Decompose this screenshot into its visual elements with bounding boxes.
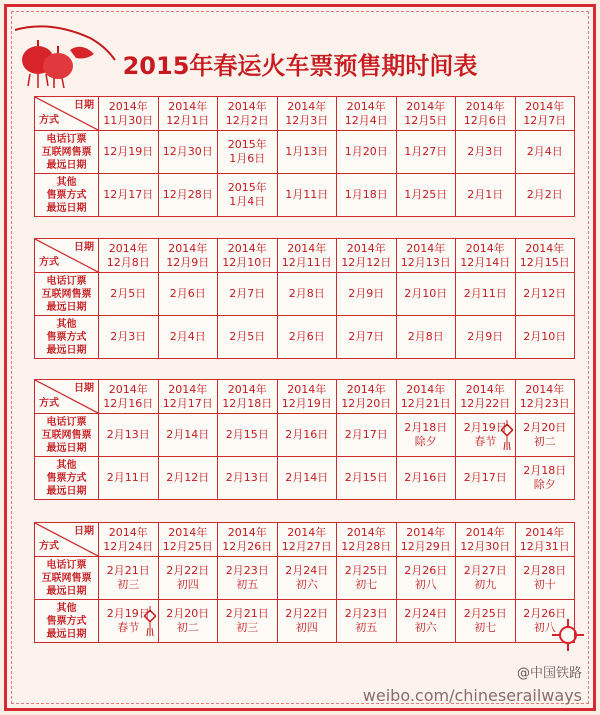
cell-text: 除夕 — [414, 435, 437, 448]
date-text: 12月3日 — [285, 113, 329, 127]
date-text: 2014年 — [287, 99, 327, 113]
furthest-date-cell — [99, 174, 159, 217]
furthest-date-cell — [515, 557, 575, 600]
date-text: 12月30日 — [460, 539, 511, 553]
sale-date-cell — [99, 97, 159, 131]
furthest-date-cell — [277, 273, 337, 316]
row-label-text: 最远日期 — [46, 202, 87, 214]
furthest-date-cell — [99, 557, 159, 600]
date-text: 12月9日 — [166, 255, 210, 269]
date-text: 12月14日 — [460, 255, 511, 269]
sale-date-cell — [396, 523, 456, 557]
row-label-text: 电话订票 — [46, 559, 87, 571]
cell-text: 2月24日 — [404, 607, 448, 620]
furthest-date-cell — [218, 600, 278, 643]
cell-text: 初二 — [176, 621, 199, 634]
furthest-date-cell — [99, 131, 159, 174]
row-label-phone-online — [35, 131, 99, 174]
date-text: 12月21日 — [400, 396, 451, 410]
date-text: 12月17日 — [162, 396, 213, 410]
row-label-text: 最远日期 — [46, 344, 87, 356]
date-text: 2014年 — [287, 241, 327, 255]
date-text: 2014年 — [168, 382, 208, 396]
corner-date-label: 日期 — [74, 526, 94, 537]
furthest-date-cell — [277, 174, 337, 217]
row-label-phone-online — [35, 414, 99, 457]
sale-date-cell — [337, 523, 397, 557]
cell-text: 初十 — [533, 578, 556, 591]
sale-date-cell — [99, 523, 159, 557]
row-label-text: 售票方式 — [46, 331, 87, 343]
cell-text: 1月27日 — [404, 145, 448, 158]
furthest-date-cell — [456, 131, 516, 174]
furthest-date-cell — [337, 457, 397, 500]
cell-text: 2月11日 — [106, 471, 150, 484]
furthest-date-cell — [337, 316, 397, 359]
furthest-date-cell — [456, 414, 516, 457]
furthest-date-cell — [396, 174, 456, 217]
row-label-other-methods — [35, 316, 99, 359]
sale-date-cell — [515, 523, 575, 557]
sale-date-cell — [158, 97, 218, 131]
furthest-date-cell — [396, 600, 456, 643]
sale-date-cell — [456, 239, 516, 273]
sale-date-cell — [456, 380, 516, 414]
sale-date-cell — [396, 380, 456, 414]
date-text: 2014年 — [168, 241, 208, 255]
date-text: 2014年 — [406, 382, 446, 396]
sale-date-cell — [456, 97, 516, 131]
date-text: 12月6日 — [463, 113, 507, 127]
date-text: 2014年 — [465, 241, 505, 255]
cell-text: 2月10日 — [523, 330, 567, 343]
cell-text: 2月16日 — [285, 428, 329, 441]
sale-date-cell — [158, 380, 218, 414]
furthest-date-cell — [99, 414, 159, 457]
furthest-date-cell — [515, 457, 575, 500]
sale-date-cell — [218, 239, 278, 273]
date-text: 2014年 — [406, 99, 446, 113]
furthest-date-cell — [218, 316, 278, 359]
date-text: 12月4日 — [344, 113, 388, 127]
cell-text: 2月23日 — [344, 607, 388, 620]
cell-text: 除夕 — [533, 478, 556, 491]
date-text: 12月18日 — [222, 396, 273, 410]
row-label-text: 售票方式 — [46, 189, 87, 201]
date-text: 2014年 — [346, 525, 386, 539]
date-text: 2014年 — [168, 525, 208, 539]
date-text: 2014年 — [227, 382, 267, 396]
cell-text: 2月7日 — [229, 287, 266, 300]
date-text: 12月1日 — [166, 113, 210, 127]
row-label-phone-online — [35, 273, 99, 316]
date-text: 12月23日 — [519, 396, 570, 410]
furthest-date-cell — [218, 414, 278, 457]
cell-text: 2月5日 — [229, 330, 266, 343]
row-label-text: 其他 — [56, 459, 77, 471]
corner-header — [35, 523, 99, 557]
cell-text: 2月8日 — [407, 330, 444, 343]
furthest-date-cell — [277, 557, 337, 600]
date-text: 2014年 — [108, 525, 148, 539]
page-title: 2015年春运火车票预售期时间表 — [122, 52, 478, 80]
row-label-text: 互联网售票 — [41, 146, 92, 158]
furthest-date-cell — [515, 316, 575, 359]
cell-text: 2月15日 — [344, 471, 388, 484]
schedule-table-1 — [34, 96, 575, 217]
cell-text: 初二 — [533, 435, 556, 448]
date-text: 12月29日 — [400, 539, 451, 553]
cell-text: 2月21日 — [225, 607, 269, 620]
cell-text: 2月22日 — [285, 607, 329, 620]
sale-date-cell — [99, 239, 159, 273]
cell-text: 2月25日 — [344, 564, 388, 577]
cell-text: 1月13日 — [285, 145, 329, 158]
cell-text: 2月13日 — [225, 471, 269, 484]
cell-text: 2月12日 — [166, 471, 210, 484]
row-label-text: 售票方式 — [46, 472, 87, 484]
date-text: 12月8日 — [106, 255, 150, 269]
cell-text: 初八 — [414, 578, 437, 591]
sale-date-cell — [337, 380, 397, 414]
cell-text: 12月19日 — [103, 145, 154, 158]
furthest-date-cell — [218, 174, 278, 217]
row-label-text: 互联网售票 — [41, 572, 92, 584]
schedule-table-2 — [34, 238, 575, 359]
furthest-date-cell — [277, 600, 337, 643]
cell-text: 2月28日 — [523, 564, 567, 577]
sale-date-cell — [218, 97, 278, 131]
cell-text: 2月26日 — [404, 564, 448, 577]
date-text: 2014年 — [346, 241, 386, 255]
furthest-date-cell — [218, 457, 278, 500]
cell-text: 12月30日 — [162, 145, 213, 158]
furthest-date-cell — [456, 174, 516, 217]
furthest-date-cell — [396, 457, 456, 500]
date-text: 12月27日 — [281, 539, 332, 553]
cell-text: 2月12日 — [523, 287, 567, 300]
corner-date-label: 日期 — [74, 100, 94, 111]
furthest-date-cell — [99, 600, 159, 643]
row-label-text: 其他 — [56, 176, 77, 188]
furthest-date-cell — [456, 600, 516, 643]
date-text: 2014年 — [525, 241, 565, 255]
furthest-date-cell — [396, 557, 456, 600]
furthest-date-cell — [456, 557, 516, 600]
corner-method-label: 方式 — [39, 398, 59, 409]
sale-date-cell — [158, 239, 218, 273]
sale-date-cell — [396, 239, 456, 273]
cell-text: 初八 — [533, 621, 556, 634]
cell-text: 2月2日 — [526, 188, 563, 201]
furthest-date-cell — [277, 131, 337, 174]
cell-text: 春节 — [474, 435, 497, 448]
furthest-date-cell — [456, 273, 516, 316]
date-text: 2014年 — [406, 525, 446, 539]
furthest-date-cell — [337, 414, 397, 457]
furthest-date-cell — [515, 174, 575, 217]
sale-date-cell — [337, 97, 397, 131]
sale-date-cell — [218, 380, 278, 414]
date-text: 2014年 — [406, 241, 446, 255]
sale-date-cell — [99, 380, 159, 414]
date-text: 2014年 — [346, 99, 386, 113]
cell-text: 2月23日 — [225, 564, 269, 577]
row-label-text: 互联网售票 — [41, 288, 92, 300]
row-label-text: 其他 — [56, 318, 77, 330]
row-label-text: 电话订票 — [46, 133, 87, 145]
furthest-date-cell — [456, 316, 516, 359]
row-label-phone-online — [35, 557, 99, 600]
sale-date-cell — [515, 97, 575, 131]
cell-text: 2月20日 — [166, 607, 210, 620]
cell-text: 2月16日 — [404, 471, 448, 484]
furthest-date-cell — [515, 131, 575, 174]
furthest-date-cell — [158, 414, 218, 457]
furthest-date-cell — [158, 174, 218, 217]
date-text: 12月22日 — [460, 396, 511, 410]
cell-text: 2月6日 — [288, 330, 325, 343]
row-label-text: 电话订票 — [46, 275, 87, 287]
sale-date-cell — [277, 380, 337, 414]
row-label-text: 最远日期 — [46, 301, 87, 313]
date-text: 12月28日 — [341, 539, 392, 553]
cell-text: 初四 — [295, 621, 318, 634]
cell-text: 2月9日 — [348, 287, 385, 300]
furthest-date-cell — [396, 316, 456, 359]
row-label-text: 最远日期 — [46, 442, 87, 454]
date-text: 2014年 — [525, 99, 565, 113]
corner-method-label: 方式 — [39, 115, 59, 126]
date-text: 11月30日 — [103, 113, 154, 127]
date-text: 2014年 — [287, 382, 327, 396]
date-text: 2014年 — [465, 525, 505, 539]
row-label-text: 最远日期 — [46, 628, 87, 640]
cell-text: 2月20日 — [523, 421, 567, 434]
cell-text: 2月22日 — [166, 564, 210, 577]
row-label-other-methods — [35, 457, 99, 500]
date-text: 2014年 — [465, 382, 505, 396]
sale-date-cell — [337, 239, 397, 273]
corner-method-label: 方式 — [39, 257, 59, 268]
furthest-date-cell — [158, 131, 218, 174]
furthest-date-cell — [99, 316, 159, 359]
furthest-date-cell — [456, 457, 516, 500]
date-text: 12月25日 — [162, 539, 213, 553]
date-text: 2014年 — [227, 525, 267, 539]
furthest-date-cell — [218, 131, 278, 174]
row-label-text: 最远日期 — [46, 159, 87, 171]
furthest-date-cell — [218, 557, 278, 600]
cell-text: 2月3日 — [467, 145, 504, 158]
cell-text: 初三 — [117, 578, 140, 591]
cell-text: 2月13日 — [106, 428, 150, 441]
furthest-date-cell — [515, 414, 575, 457]
date-text: 2014年 — [227, 241, 267, 255]
furthest-date-cell — [277, 316, 337, 359]
watermark-url: weibo.com/chineserailways — [362, 686, 582, 705]
row-label-text: 最远日期 — [46, 585, 87, 597]
cell-text: 2月19日 — [106, 607, 150, 620]
sale-date-cell — [456, 523, 516, 557]
chinese-knot-icon — [501, 420, 513, 450]
furthest-date-cell — [337, 131, 397, 174]
furthest-date-cell — [218, 273, 278, 316]
row-label-text: 电话订票 — [46, 416, 87, 428]
chinese-knot-icon — [144, 606, 156, 636]
cell-text: 2月3日 — [110, 330, 147, 343]
cell-text: 12月17日 — [103, 188, 154, 201]
cell-text: 1月11日 — [285, 188, 329, 201]
date-text: 2014年 — [465, 99, 505, 113]
sale-date-cell — [158, 523, 218, 557]
corner-header — [35, 239, 99, 273]
cell-text: 2月14日 — [166, 428, 210, 441]
corner-method-label: 方式 — [39, 541, 59, 552]
cell-text: 2015年 — [227, 181, 267, 194]
corner-flower-icon — [548, 615, 588, 655]
cell-text: 初五 — [355, 621, 378, 634]
furthest-date-cell — [99, 273, 159, 316]
corner-date-label: 日期 — [74, 383, 94, 394]
sale-date-cell — [515, 380, 575, 414]
date-text: 12月13日 — [400, 255, 451, 269]
cell-text: 初五 — [236, 578, 259, 591]
cell-text: 2月6日 — [169, 287, 206, 300]
sale-date-cell — [277, 239, 337, 273]
date-text: 12月10日 — [222, 255, 273, 269]
date-text: 12月5日 — [404, 113, 448, 127]
date-text: 12月2日 — [225, 113, 269, 127]
row-label-text: 最远日期 — [46, 485, 87, 497]
furthest-date-cell — [277, 457, 337, 500]
furthest-date-cell — [337, 273, 397, 316]
sale-date-cell — [218, 523, 278, 557]
cell-text: 2月4日 — [526, 145, 563, 158]
watermark-brand: @中国铁路 — [516, 666, 582, 681]
cell-text: 春节 — [117, 621, 140, 634]
date-text: 2014年 — [108, 241, 148, 255]
date-text: 12月16日 — [103, 396, 154, 410]
date-text: 12月31日 — [519, 539, 570, 553]
date-text: 12月7日 — [523, 113, 567, 127]
cell-text: 2月15日 — [225, 428, 269, 441]
furthest-date-cell — [515, 273, 575, 316]
row-label-text: 互联网售票 — [41, 429, 92, 441]
cell-text: 2月21日 — [106, 564, 150, 577]
date-text: 2014年 — [108, 99, 148, 113]
date-text: 2014年 — [346, 382, 386, 396]
date-text: 2014年 — [525, 525, 565, 539]
furthest-date-cell — [337, 174, 397, 217]
cell-text: 初三 — [236, 621, 259, 634]
date-text: 12月11日 — [281, 255, 332, 269]
cell-text: 2月17日 — [344, 428, 388, 441]
cell-text: 2月5日 — [110, 287, 147, 300]
furthest-date-cell — [158, 600, 218, 643]
corner-header — [35, 97, 99, 131]
sale-date-cell — [515, 239, 575, 273]
row-label-text: 售票方式 — [46, 615, 87, 627]
cell-text: 2月1日 — [467, 188, 504, 201]
cell-text: 12月28日 — [162, 188, 213, 201]
furthest-date-cell — [99, 457, 159, 500]
cell-text: 2月27日 — [463, 564, 507, 577]
cell-text: 2月8日 — [288, 287, 325, 300]
cell-text: 2月24日 — [285, 564, 329, 577]
cell-text: 2月17日 — [463, 471, 507, 484]
cell-text: 2月26日 — [523, 607, 567, 620]
cell-text: 初六 — [295, 578, 318, 591]
cell-text: 初七 — [474, 621, 497, 634]
cell-text: 2月4日 — [169, 330, 206, 343]
cell-text: 初六 — [414, 621, 437, 634]
corner-date-label: 日期 — [74, 242, 94, 253]
cell-text: 1月18日 — [344, 188, 388, 201]
cell-text: 2月18日 — [523, 464, 567, 477]
cell-text: 初九 — [474, 578, 497, 591]
cell-text: 2月19日 — [463, 421, 507, 434]
cell-text: 初四 — [176, 578, 199, 591]
furthest-date-cell — [396, 273, 456, 316]
date-text: 2014年 — [287, 525, 327, 539]
cell-text: 2月11日 — [463, 287, 507, 300]
row-label-other-methods — [35, 600, 99, 643]
date-text: 12月12日 — [341, 255, 392, 269]
furthest-date-cell — [337, 557, 397, 600]
furthest-date-cell — [158, 273, 218, 316]
sale-date-cell — [396, 97, 456, 131]
date-text: 12月15日 — [519, 255, 570, 269]
cell-text: 1月6日 — [229, 152, 266, 165]
sale-date-cell — [277, 97, 337, 131]
row-label-other-methods — [35, 174, 99, 217]
furthest-date-cell — [158, 457, 218, 500]
furthest-date-cell — [277, 414, 337, 457]
sale-date-cell — [277, 523, 337, 557]
date-text: 12月26日 — [222, 539, 273, 553]
cell-text: 1月20日 — [344, 145, 388, 158]
cell-text: 2月14日 — [285, 471, 329, 484]
corner-header — [35, 380, 99, 414]
cell-text: 2月7日 — [348, 330, 385, 343]
furthest-date-cell — [158, 316, 218, 359]
furthest-date-cell — [396, 131, 456, 174]
cell-text: 2015年 — [227, 138, 267, 151]
cell-text: 2月18日 — [404, 421, 448, 434]
date-text: 12月20日 — [341, 396, 392, 410]
date-text: 12月24日 — [103, 539, 154, 553]
schedule-table-3 — [34, 379, 575, 500]
cell-text: 1月4日 — [229, 195, 266, 208]
date-text: 2014年 — [108, 382, 148, 396]
cell-text: 1月25日 — [404, 188, 448, 201]
furthest-date-cell — [158, 557, 218, 600]
date-text: 12月19日 — [281, 396, 332, 410]
furthest-date-cell — [337, 600, 397, 643]
schedule-table-4 — [34, 522, 575, 643]
cell-text: 2月10日 — [404, 287, 448, 300]
date-text: 2014年 — [525, 382, 565, 396]
cell-text: 2月25日 — [463, 607, 507, 620]
furthest-date-cell — [396, 414, 456, 457]
date-text: 2014年 — [227, 99, 267, 113]
date-text: 2014年 — [168, 99, 208, 113]
cell-text: 初七 — [355, 578, 378, 591]
row-label-text: 其他 — [56, 602, 77, 614]
cell-text: 2月9日 — [467, 330, 504, 343]
